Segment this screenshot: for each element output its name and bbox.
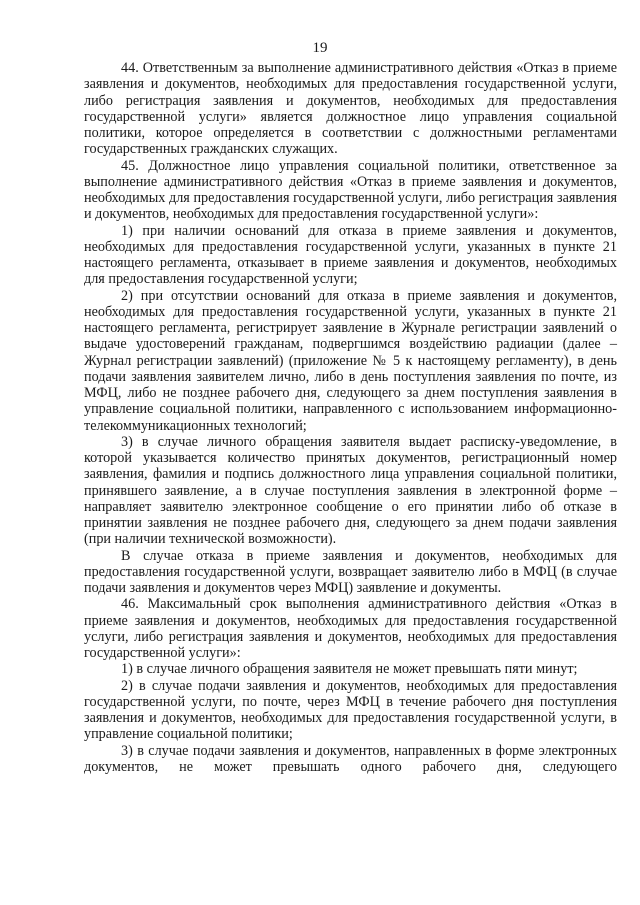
paragraph-45-item-1: 1) при наличии оснований для отказа в приеме заявления и документов, необходимых для предоставления государственной услуги, указанных в пункте 21 настоящего регламента, отказывает в приеме заявления и документов, необходимых для предоставления государственной услуги;	[84, 222, 617, 288]
paragraph-46: 46. Максимальный срок выполнения административного действия «Отказ в приеме заявления и документов, необходимых для предоставления государственной услуги, либо регистрация заявления и документов, необходимых для предоставления государственной услуги»:	[84, 596, 617, 661]
paragraph-45-item-2: 2) при отсутствии оснований для отказа в приеме заявления и документов, необходимых для предоставления государственной услуги, указанных в пункте 21 настоящего регламента, регистрирует заявление в Журнале регистрации заявлений о выдаче удостоверений гражданам, подвергшимся воздействию радиации (далее – Журнал регистрации заявлений) (приложение № 5 к настоящему регламенту), в день подачи заявления заявителем лично, либо в день поступления заявления по почте, из МФЦ, либо не позднее рабочего дня, следующего за днем поступления заявления в управление социальной политики, направленного с использованием информационно-телекоммуникационных технологий;	[84, 287, 617, 434]
document-body	[84, 60, 617, 775]
paragraph-45-refusal-note: В случае отказа в приеме заявления и документов, необходимых для предоставления государственной услуги, возвращает заявителю либо в МФЦ (в случае подачи заявления и документов через МФЦ) заявление и документы.	[84, 547, 617, 596]
paragraph-45: 45. Должностное лицо управления социальной политики, ответственное за выполнение административного действия «Отказ в приеме заявления и документов, необходимых для предоставления государственной услуги, либо регистрация заявления и документов, необходимых для предоставления государственной услуги»:	[84, 157, 617, 223]
paragraph-45-item-3: 3) в случае личного обращения заявителя выдает расписку-уведомление, в которой указывается количество принятых документов, регистрационный номер заявления, фамилия и подпись должностного лица управления социальной политики, принявшего заявление, а в случае поступления заявления в электронной форме – направляет заявителю электронное сообщение о его принятии либо об отказе в принятии заявления не позднее рабочего дня, следующего за днем подачи заявления (при наличии технической возможности).	[84, 433, 617, 548]
paragraph-44: 44. Ответственным за выполнение административного действия «Отказ в приеме заявления и документов, необходимых для предоставления государственной услуги, либо регистрация заявления и документов, необходимых для предоставления государственной услуги» является должностное лицо управления социальной политики, которое определяется в соответствии с должностными регламентами государственных гражданских служащих.	[84, 60, 617, 158]
paragraph-46-item-1: 1) в случае личного обращения заявителя не может превышать пяти минут;	[121, 661, 578, 678]
paragraph-46-item-3: 3) в случае подачи заявления и документов, направленных в форме электронных документов, не может превышать одного рабочего дня, следующего	[84, 742, 617, 775]
page-number: 19	[312, 40, 328, 56]
paragraph-46-item-2: 2) в случае подачи заявления и документов, необходимых для предоставления государственной услуги, по почте, через МФЦ в течение рабочего дня поступления заявления и документов, необходимых для предоставления государственной услуги, в управление социальной политики;	[84, 677, 617, 743]
